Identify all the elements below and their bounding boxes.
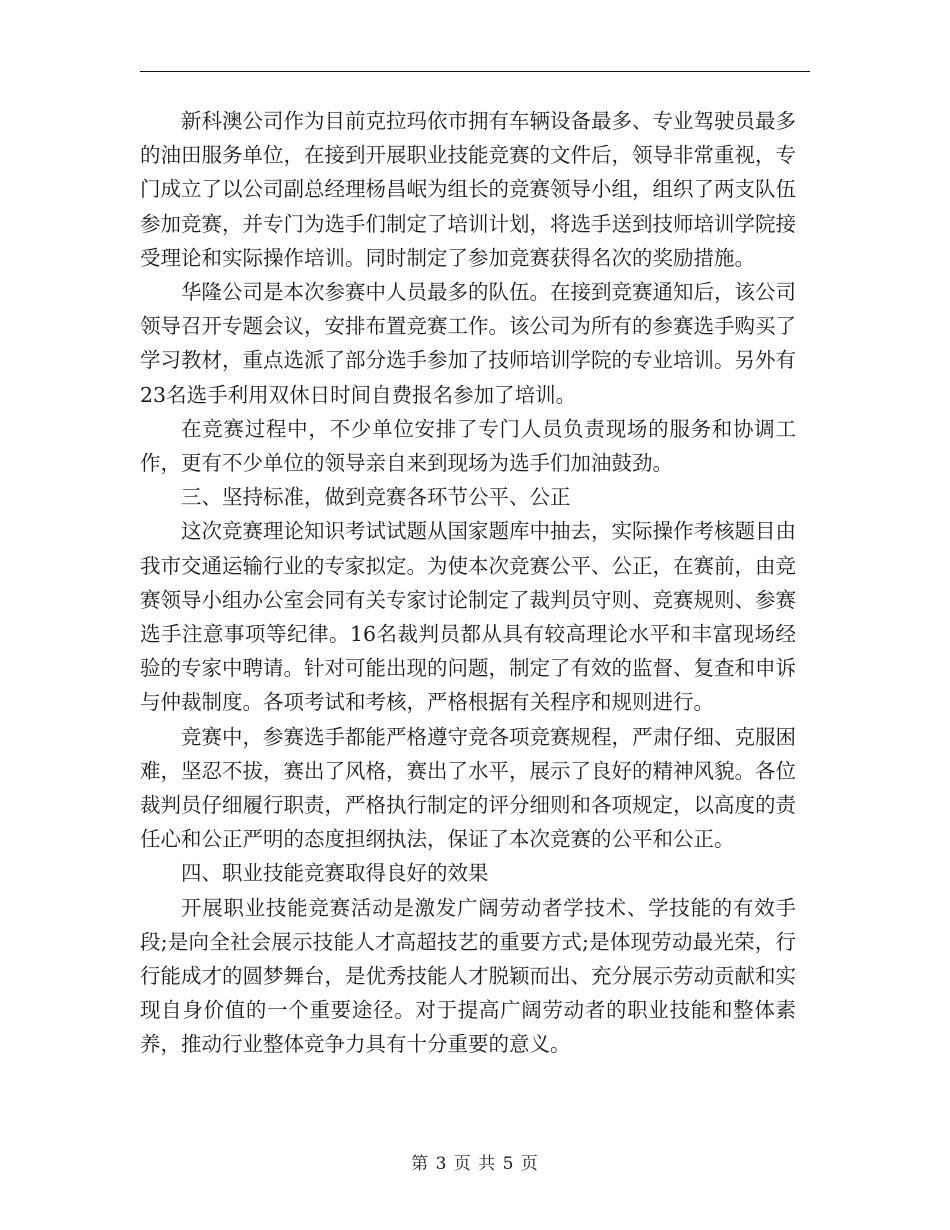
paragraph-hualong: 华隆公司是本次参赛中人员最多的队伍。在接到竞赛通知后，该公司领导召开专题会议，安排布置竞赛工作。该公司为所有的参赛选手购买了学习教材，重点选派了部分选手参加了技师培训学院的专业培训。另外有23名选手利用双休日时间自费报名参加了培训。 bbox=[140, 280, 796, 407]
paragraph-conduct: 竞赛中，参赛选手都能严格遵守竞各项竞赛规程，严肃仔细、克服困难，坚忍不拔，赛出了风格，赛出了水平，展示了良好的精神风貌。各位裁判员仔细履行职责，严格执行制定的评分细则和各项规定，以高度的责任心和公正严明的态度担纲执法，保证了本次竞赛的公平和公正。 bbox=[140, 724, 796, 852]
page-number-footer: 第 3 页 共 5 页 bbox=[411, 1154, 539, 1174]
paragraph-standards: 这次竞赛理论知识考试试题从国家题库中抽去，实际操作考核题目由我市交通运输行业的专家拟定。为使本次竞赛公平、公正，在赛前，由竞赛领导小组办公室会同有关专家讨论制定了裁判员守则、竞赛规则、参赛选手注意事项等纪律。16名裁判员都从具有较高理论水平和丰富现场经验的专家中聘请。针对可能出现的问题，制定了有效的监督、复查和申诉与仲裁制度。各项考试和考核，严格根据有关程序和规则进行。 bbox=[140, 519, 796, 715]
section-heading-4: 四、职业技能竞赛取得良好的效果 bbox=[181, 861, 489, 886]
paragraph-competition-process: 在竞赛过程中，不少单位安排了专门人员负责现场的服务和协调工作，更有不少单位的领导亲自来到现场为选手们加油鼓劲。 bbox=[140, 416, 796, 476]
header-rule bbox=[140, 71, 810, 72]
paragraph-xinkeao: 新科澳公司作为目前克拉玛依市拥有车辆设备最多、专业驾驶员最多的油田服务单位，在接到开展职业技能竞赛的文件后，领导非常重视，专门成立了以公司副总经理杨昌岷为组长的竞赛领导小组，组织了两支队伍参加竞赛，并专门为选手们制定了培训计划，将选手送到技师培训学院接受理论和实际操作培训。同时制定了参加竞赛获得名次的奖励措施。 bbox=[140, 109, 796, 270]
document-body bbox=[140, 104, 796, 1062]
paragraph-effects: 开展职业技能竞赛活动是激发广阔劳动者学技术、学技能的有效手段;是向全社会展示技能人才高超技艺的重要方式;是体现劳动最光荣，行行能成才的圆梦舞台，是优秀技能人才脱颖而出、充分展示劳动贡献和实现自身价值的一个重要途径。对于提高广阔劳动者的职业技能和整体素养，推动行业整体竞争力具有十分重要的意义。 bbox=[140, 895, 796, 1057]
section-heading-3: 三、坚持标准，做到竞赛各环节公平、公正 bbox=[181, 485, 571, 510]
